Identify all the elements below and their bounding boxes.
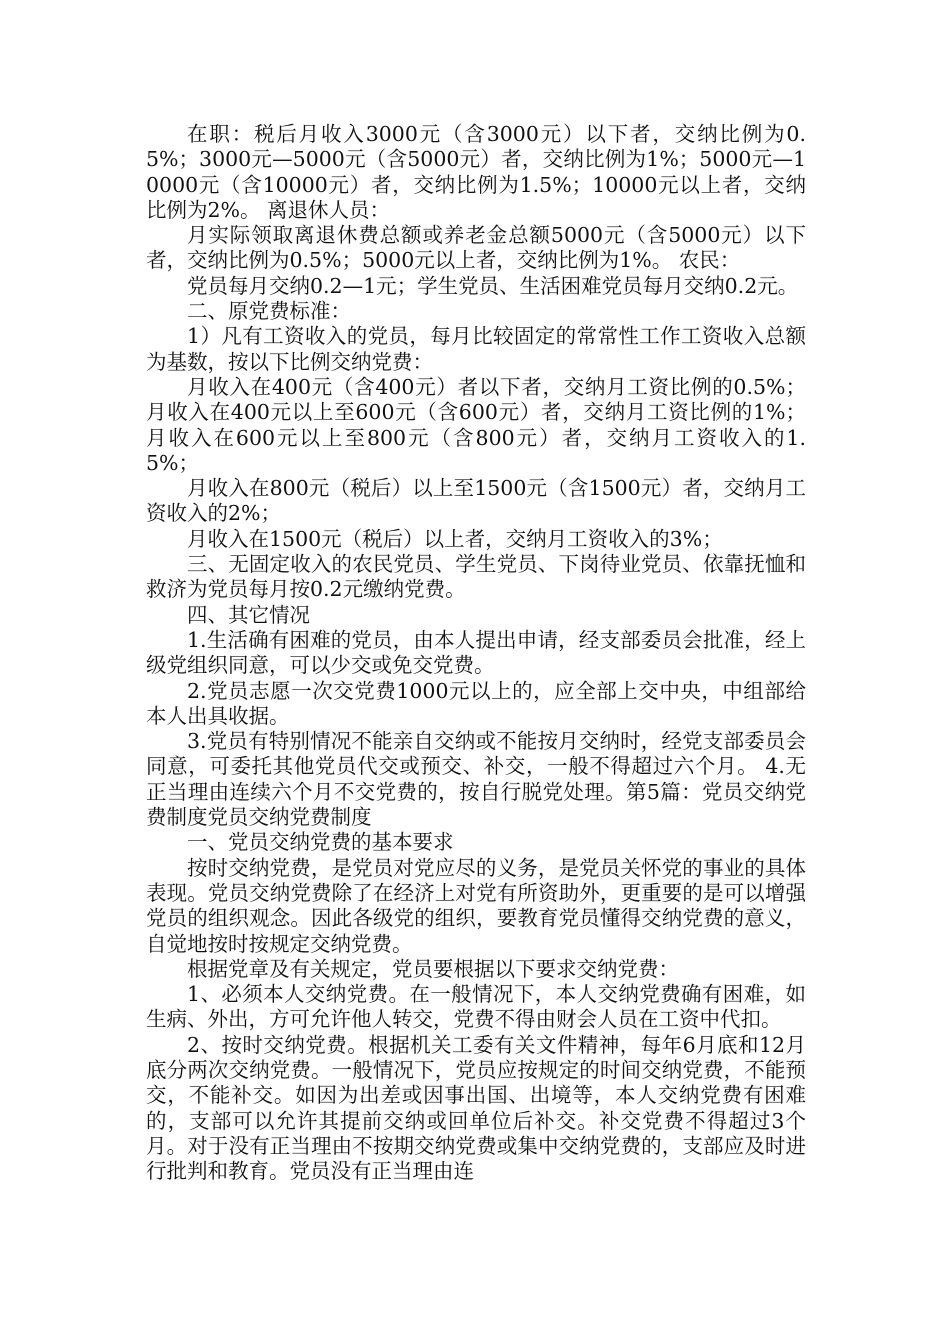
paragraph: 月实际领取离退休费总额或养老金总额5000元（含5000元）以下者，交纳比例为0.5%；5000元以上者，交纳比例为1%。 农民： [146, 223, 806, 273]
section-heading: 一、党员交纳党费的基本要求 [187, 830, 454, 855]
section-heading: 四、其它情况 [187, 602, 310, 627]
paragraph: 月收入在400元（含400元）者以下者，交纳月工资比例的0.5%； 月收入在400元以上至600元（含600元）者，交纳月工资比例的1%； 月收入在600元以上至800元（含800元）者，交纳月工资收入的1.5%； [146, 374, 806, 475]
section-heading: 二、原党费标准： [187, 299, 351, 324]
paragraph: 3.党员有特别情况不能亲自交纳或不能按月交纳时，经党支部委员会同意，可委托其他党员代交或预交、补交，一般不得超过六个月。 4.无正当理由连续六个月不交党费的，按自行脱党处理。第5篇：党员交纳党费制度党员交纳党费制度 [146, 729, 806, 830]
paragraph: 1、必须本人交纳党费。在一般情况下，本人交纳党费确有困难，如生病、外出，方可允许他人转交，党费不得由财会人员在工资中代扣。 [146, 982, 806, 1032]
paragraph: 2、按时交纳党费。根据机关工委有关文件精神，每年6月底和12月底分两次交纳党费。一般情况下，党员应按规定的时间交纳党费，不能预交，不能补交。如因为出差或因事出国、出境等，本人交纳党费有困难的，支部可以允许其提前交纳或回单位后补交。补交党费不得超过3个月。对于没有正当理由不按期交纳党费或集中交纳党费的，支部应及时进行批判和教育。党员没有正当理由连 [146, 1032, 806, 1184]
paragraph: 在职：税后月收入3000元（含3000元）以下者，交纳比例为0.5%；3000元—5000元（含5000元）者，交纳比例为1%；5000元—10000元（含10000元）者，交纳比例为1.5%；10000元以上者，交纳比例为2%。 离退休人员： [146, 122, 806, 222]
paragraph: 党员每月交纳0.2—1元；学生党员、生活困难党员每月交纳0.2元。 [187, 273, 799, 298]
paragraph: 根据党章及有关规定，党员要根据以下要求交纳党费： [187, 956, 679, 981]
paragraph: 1.生活确有困难的党员，由本人提出申请，经支部委员会批准，经上级党组织同意，可以少交或免交党费。 [146, 627, 806, 678]
paragraph: 三、无固定收入的农民党员、学生党员、下岗待业党员、依靠抚恤和救济为党员每月按0.2元缴纳党费。 [146, 552, 806, 602]
paragraph: 按时交纳党费，是党员对党应尽的义务，是党员关怀党的事业的具体表现。党员交纳党费除了在经济上对党有所资助外，更重要的是可以增强党员的组织观念。因此各级党的组织，要教育党员懂得交纳党费的意义，自觉地按时按规定交纳党费。 [146, 855, 806, 956]
document-body [146, 122, 806, 1184]
paragraph: 2.党员志愿一次交党费1000元以上的，应全部上交中央，中组部给本人出具收据。 [146, 678, 806, 728]
paragraph: 1）凡有工资收入的党员，每月比较固定的常常性工作工资收入总额为基数，按以下比例交纳党费： [146, 324, 806, 374]
paragraph: 月收入在800元（税后）以上至1500元（含1500元）者，交纳月工资收入的2%； [146, 476, 806, 526]
paragraph: 月收入在1500元（税后）以上者，交纳月工资收入的3%； [187, 526, 723, 551]
